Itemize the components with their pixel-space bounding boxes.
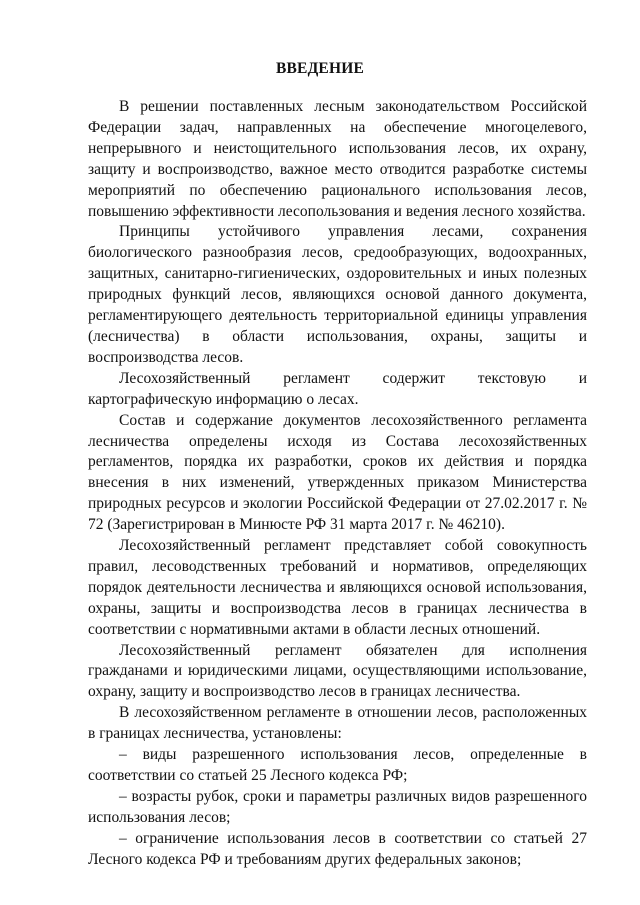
paragraph-intro: В решении поставленных лесным законодательством Российской Федерации задач, направленных на обеспечение многоцелевого, непрерывного и неистощительного использования лесов, их охрану, защиту и воспроизводство, важное место отводится разработке системы мероприятий по обеспечению рационального использования лесов, повышению эффективности лесопользования и ведения лесного хозяйства. bbox=[88, 98, 587, 220]
paragraph-obligation: Лесохозяйственный регламент обязателен для исполнения гражданами и юридическими лицами, осуществляющими использование, охрану, защиту и воспроизводство лесов в границах лесничества. bbox=[88, 641, 587, 701]
list-item-use-types: – виды разрешенного использования лесов, определенные в соответствии со статьей 25 Лесного кодекса РФ; bbox=[88, 746, 587, 784]
list-item-felling-ages: – возрасты рубок, сроки и параметры различных видов разрешенного использования лесов; bbox=[88, 787, 587, 826]
paragraph-established: В лесохозяйственном регламенте в отношении лесов, расположенных в границах лесничества, установлены: bbox=[88, 704, 587, 743]
page-title: ВВЕДЕНИЕ bbox=[275, 60, 365, 77]
paragraph-contents: Лесохозяйственный регламент содержит текстовую и картографическую информацию о лесах. bbox=[88, 369, 587, 408]
paragraph-composition: Состав и содержание документов лесохозяйственного регламента лесничества определены исходя из Состава лесохозяйственных регламентов, порядка их разработки, сроков их действия и порядка внесения в них изменений, утвержденных приказом Министерства природных ресурсов и экологии Российской Федерации от 27.02.2017 г. № 72 (Зарегистрирован в Минюсте РФ 31 марта 2017 г. № 46210). bbox=[88, 411, 587, 534]
paragraph-principles: Принципы устойчивого управления лесами, сохранения биологического разнообразия лесов, средообразующих, водоохранных, защитных, санитарно-гигиенических, оздоровительных и иных полезных природных функций лесов, являющихся основой данного документа, регламентирующего деятельность территориальной единицы управления (лесничества) в области использования, охраны, защиты и воспроизводства лесов. bbox=[88, 223, 587, 366]
list-item-restrictions: – ограничение использования лесов в соответствии со статьей 27 Лесного кодекса РФ и требованиям других федеральных законов; bbox=[88, 829, 587, 868]
paragraph-definition: Лесохозяйственный регламент представляет собой совокупность правил, лесоводственных требований и нормативов, определяющих порядок деятельности лесничества и являющихся основой использования, охраны, защиты и воспроизводства лесов в границах лесничества в соответствии с нормативными актами в области лесных отношений. bbox=[88, 537, 587, 638]
document-body bbox=[88, 97, 587, 871]
